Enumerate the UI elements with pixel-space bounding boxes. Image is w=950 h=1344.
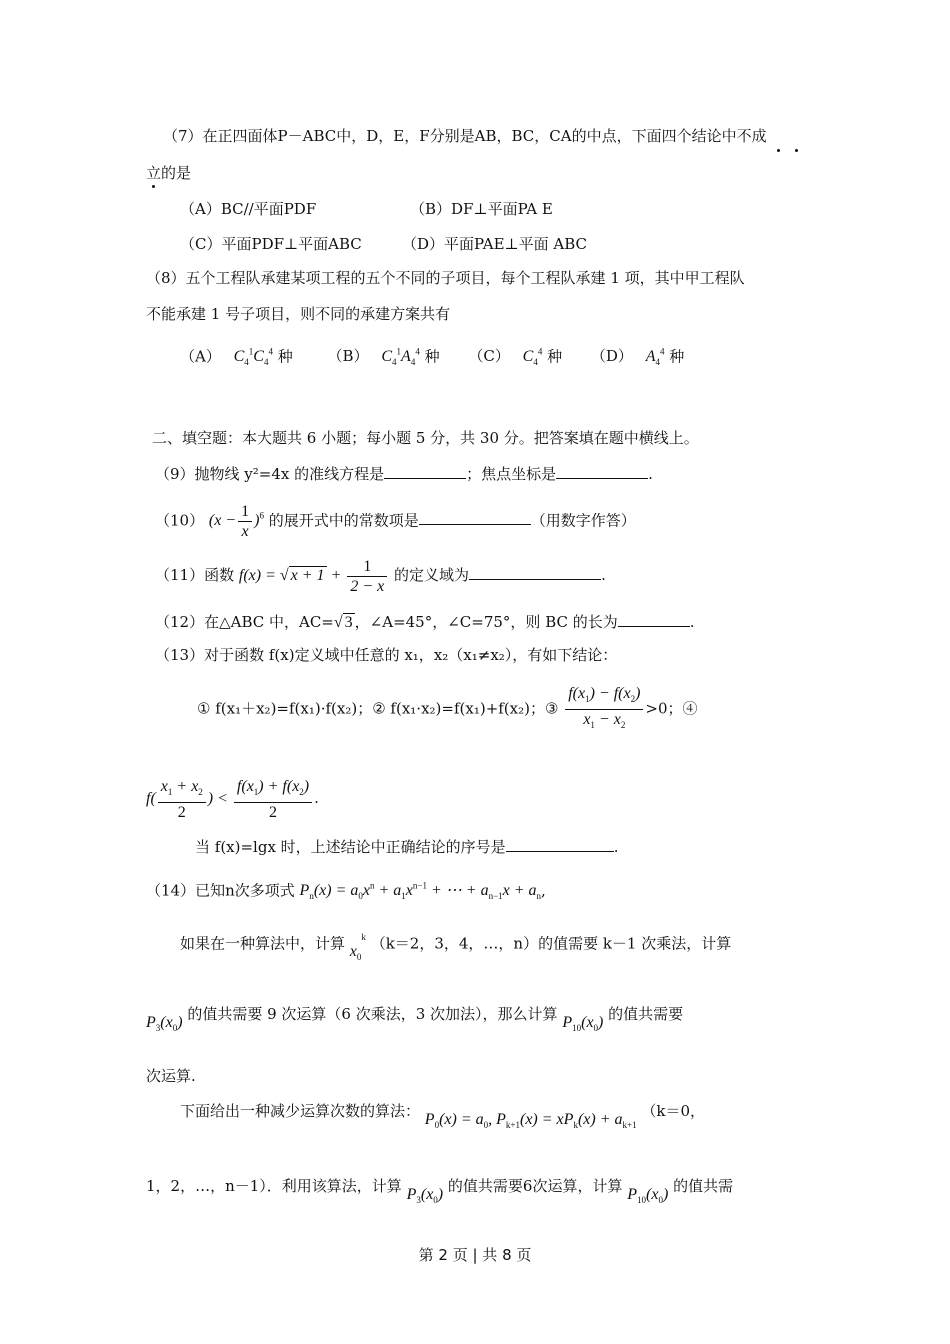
emphasis-dot [777, 149, 780, 152]
q14-p10x0: $P_{10}(x_0)$ [627, 1186, 669, 1206]
q13-conclusion-3-tail: >0；④ [645, 699, 698, 718]
q8-option-d: （D） [590, 347, 633, 366]
page-footer: 第 2 页 | 共 8 页 [418, 1246, 532, 1264]
q14-stem-comma: , [541, 881, 546, 900]
q8-unit: 种 [547, 347, 563, 366]
q14-p10x0: $P_{10}(x_0)$ [562, 1014, 604, 1034]
q11-text-c: . [601, 566, 606, 584]
q14-para2-b: 的值共需要 [608, 1005, 684, 1023]
emphasis-dot [795, 149, 798, 152]
emphasis-dot [152, 185, 155, 188]
q14-x0k: $x_0^k$ [349, 932, 366, 963]
q7-option-c: （C）平面PDF⊥平面ABC [180, 235, 362, 253]
q7-option-a: （A）BC//平面PDF [180, 200, 317, 218]
q13-question-end: . [613, 838, 619, 856]
q14-para1-b: （k＝2，3，4，…，n）的值需要 k－1 次乘法，计算 [370, 934, 732, 953]
q9-text-b: ；焦点坐标是 [466, 465, 557, 483]
q8-option-d-formula: $A_4^4$ [645, 347, 665, 368]
q10-answer-blank[interactable] [419, 509, 531, 525]
q8-stem-line2: 不能承建 1 号子项目，则不同的承建方案共有 [146, 305, 451, 323]
q8-option-b: （B） [327, 347, 369, 366]
q8-unit: 种 [669, 347, 685, 366]
q8-unit: 种 [424, 347, 440, 366]
q7-option-b: （B）DF⊥平面PA E [410, 200, 553, 218]
q9-text-c: . [648, 465, 653, 483]
q11-answer-blank[interactable] [469, 564, 601, 580]
q7-stem-line1: （7）在正四面体P－ABC中，D，E，F分别是AB，BC，CA的中点，下面四个结论中不成 [163, 127, 767, 145]
q9-line [155, 463, 653, 484]
q13-question-text: 当 f(x)=lgx 时，上述结论中正确结论的序号是 [195, 838, 506, 856]
q10-text-c: （用数字作答） [530, 511, 636, 530]
q12-line [155, 611, 695, 633]
q12-text-b: ，∠A=45°，∠C=75°，则 BC 的长为 [354, 613, 618, 631]
q7-option-d: （D）平面PAE⊥平面 ABC [402, 235, 588, 253]
q8-stem-line1: （8）五个工程队承建某项工程的五个不同的子项目，每个工程队承建 1 项，其中甲工程队 [146, 269, 745, 287]
q14-para5-b: 的值共需要6次运算，计算 [447, 1177, 623, 1195]
q10-text-b: 的展开式中的常数项是 [268, 511, 419, 530]
q13-conclusions [197, 684, 698, 735]
section-heading: 二、填空题：本大题共 6 小题；每小题 5 分，共 30 分。把答案填在题中横线上。 [152, 429, 699, 447]
q14-para4-a: 下面给出一种减少运算次数的算法： [180, 1102, 421, 1120]
q11-text-a: （11）函数 [155, 566, 235, 584]
q14-para5-c: 的值共需 [673, 1177, 734, 1195]
q14-para1 [180, 929, 732, 963]
q9-answer-blank-2[interactable] [556, 463, 648, 479]
q14-para4-b: （k＝0， [641, 1102, 705, 1120]
q14-stem [146, 876, 546, 907]
q14-p3x0: $P_3(x_0)$ [146, 1014, 183, 1034]
q14-polynomial: $P_n(x) = a_0x^n + a_1x^{n-1}$ + ⋯ + $a_{n-1}x + a_n$ [299, 881, 542, 902]
q7-stem-line2: 立的是 [146, 164, 192, 182]
q11-line [155, 553, 606, 598]
q14-para2 [146, 1004, 684, 1034]
q10-line [155, 496, 636, 541]
q13-conclusion-3-formula: $\frac{f(x_1) - f(x_2)}{x_1 - x_2}$ [563, 700, 645, 717]
q9-text-a: （9）抛物线 y²=4x 的准线方程是 [155, 465, 385, 483]
q8-option-a: （A） [180, 347, 221, 366]
q8-unit: 种 [277, 347, 293, 366]
q8-option-b-formula: $C_4^1A_4^4$ [381, 347, 420, 368]
q12-text-c: . [689, 613, 695, 631]
q8-option-c-formula: $C_4^4$ [522, 347, 543, 368]
q8-option-c: （C） [468, 347, 510, 366]
q10-text-a: （10） [155, 511, 205, 530]
q14-para5 [146, 1176, 734, 1206]
q12-text-a: （12）在△ABC 中，AC= [155, 613, 334, 631]
q13-conclusion-1-2: ① f(x₁＋x₂)=f(x₁)·f(x₂)；② f(x₁·x₂)=f(x₁)+f(x₂)；③ [197, 699, 559, 718]
q14-para3: 次运算. [146, 1067, 196, 1085]
q11-formula: f(x) = √ x + 1 + $\frac{1}{2 - x}$ [239, 567, 389, 584]
q13-stem: （13）对于函数 f(x)定义域中任意的 x₁，x₂（x₁≠x₂），有如下结论： [155, 646, 618, 664]
q13-conclusion-4-formula: f( $\frac{x_1 + x_2}{2}$ ) < $\frac{f(x_1) + f(x_2)}{2}$ [146, 790, 314, 807]
q14-stem-text: （14）已知n次多项式 [146, 881, 295, 900]
q13-conclusion-4 [146, 776, 319, 822]
q14-para5-a: 1，2，…，n－1）．利用该算法，计算 [146, 1177, 402, 1195]
q13-answer-blank[interactable] [506, 836, 614, 852]
q11-text-b: 的定义域为 [394, 566, 470, 584]
q13-conclusion-4-end: . [314, 789, 319, 807]
q14-recurrence: $P_0(x) = a_0$, $P_{k+1}(x) = xP_k(x) + a_{k+1}$ [424, 1111, 637, 1131]
q13-question [195, 836, 618, 857]
q12-answer-blank[interactable] [618, 611, 690, 627]
q14-para1-a: 如果在一种算法中，计算 [180, 934, 346, 953]
q12-sqrt3: √ 3 [333, 614, 353, 631]
q14-para4 [180, 1101, 705, 1131]
q9-answer-blank-1[interactable] [384, 463, 466, 479]
q8-option-a-formula: $C_4^1C_4^4$ [233, 347, 273, 368]
q14-p3x0: $P_3(x_0)$ [406, 1186, 444, 1206]
q8-options [180, 342, 684, 373]
q10-formula: (x − $\frac{1}{x}$ )$^6$ [208, 503, 264, 541]
q14-para2-a: 的值共需要 9 次运算（6 次乘法，3 次加法），那么计算 [187, 1005, 558, 1023]
